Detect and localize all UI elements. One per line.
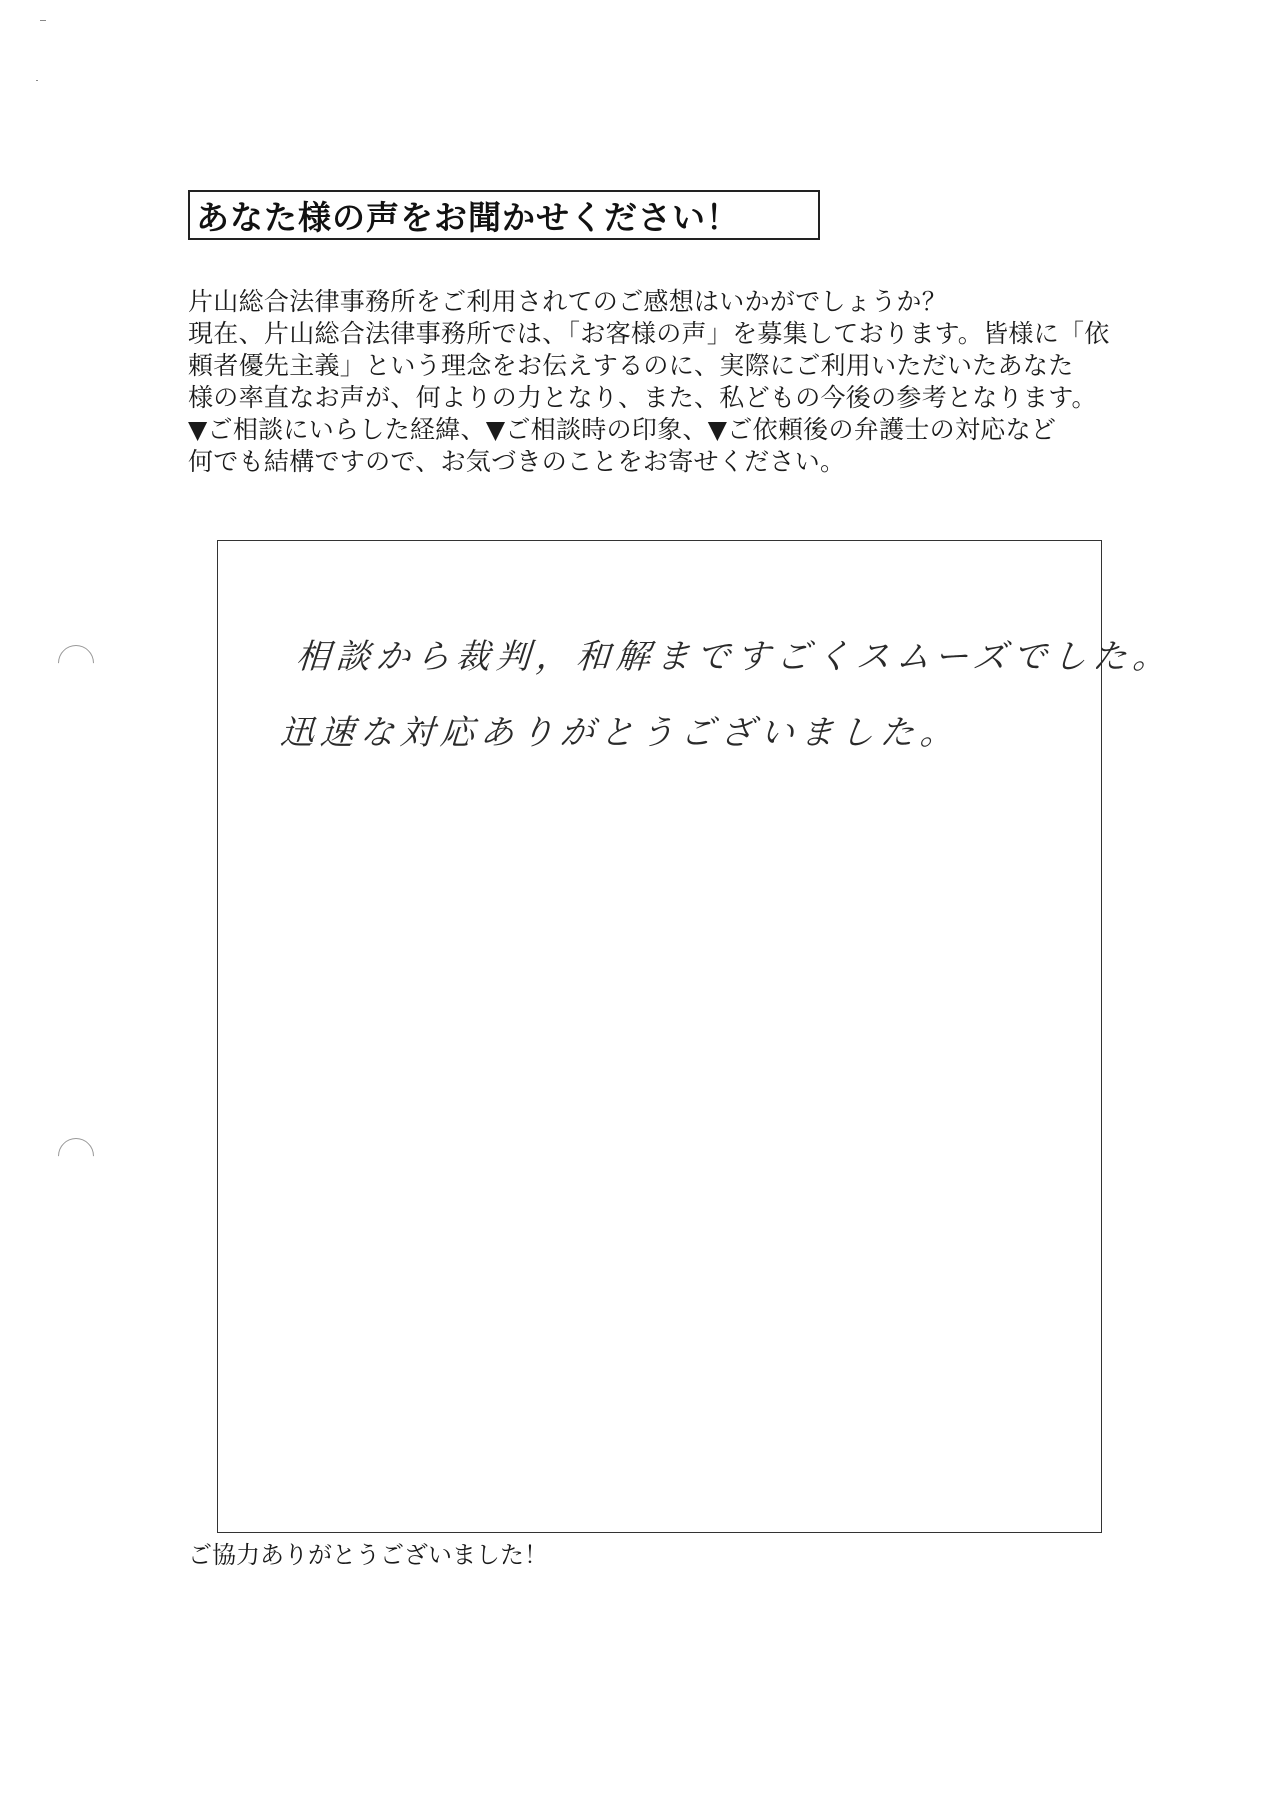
page-title-box [188, 190, 820, 240]
handwritten-comment [278, 619, 1175, 771]
punch-hole-mark [51, 638, 102, 689]
intro-line: 何でも結構ですので、お気づきのことをお寄せください。 [188, 447, 846, 476]
customer-comment-box [217, 540, 1175, 1533]
intro-paragraph [188, 286, 1108, 478]
closing-thanks: ご協力ありがとうございました！ [188, 1541, 548, 1569]
intro-line: 頼者優先主義」という理念をお伝えするのに、実際にご利用いただいたあなた [188, 351, 1074, 380]
handwritten-line: 相談から裁判，和解まですごくスムーズでした。 [294, 637, 1175, 677]
page-title: あなた様の声をお聞かせください！ [196, 197, 740, 237]
intro-line: 現在、片山総合法律事務所では、「お客様の声」を募集しております。皆様に「依 [188, 319, 1110, 348]
intro-line: ▼ご相談にいらした経緯、▼ご相談時の印象、▼ご依頼後の弁護士の対応など [188, 415, 1057, 444]
scan-artifact [40, 20, 46, 21]
handwritten-line: 迅速な対応ありがとうございました。 [278, 713, 962, 753]
intro-line: 片山総合法律事務所をご利用されてのご感想はいかがでしょうか？ [188, 287, 948, 316]
intro-line: 様の率直なお声が、何よりの力となり、また、私どもの今後の参考となります。 [188, 383, 1097, 412]
punch-hole-mark [51, 1131, 102, 1182]
scan-artifact [36, 80, 38, 81]
